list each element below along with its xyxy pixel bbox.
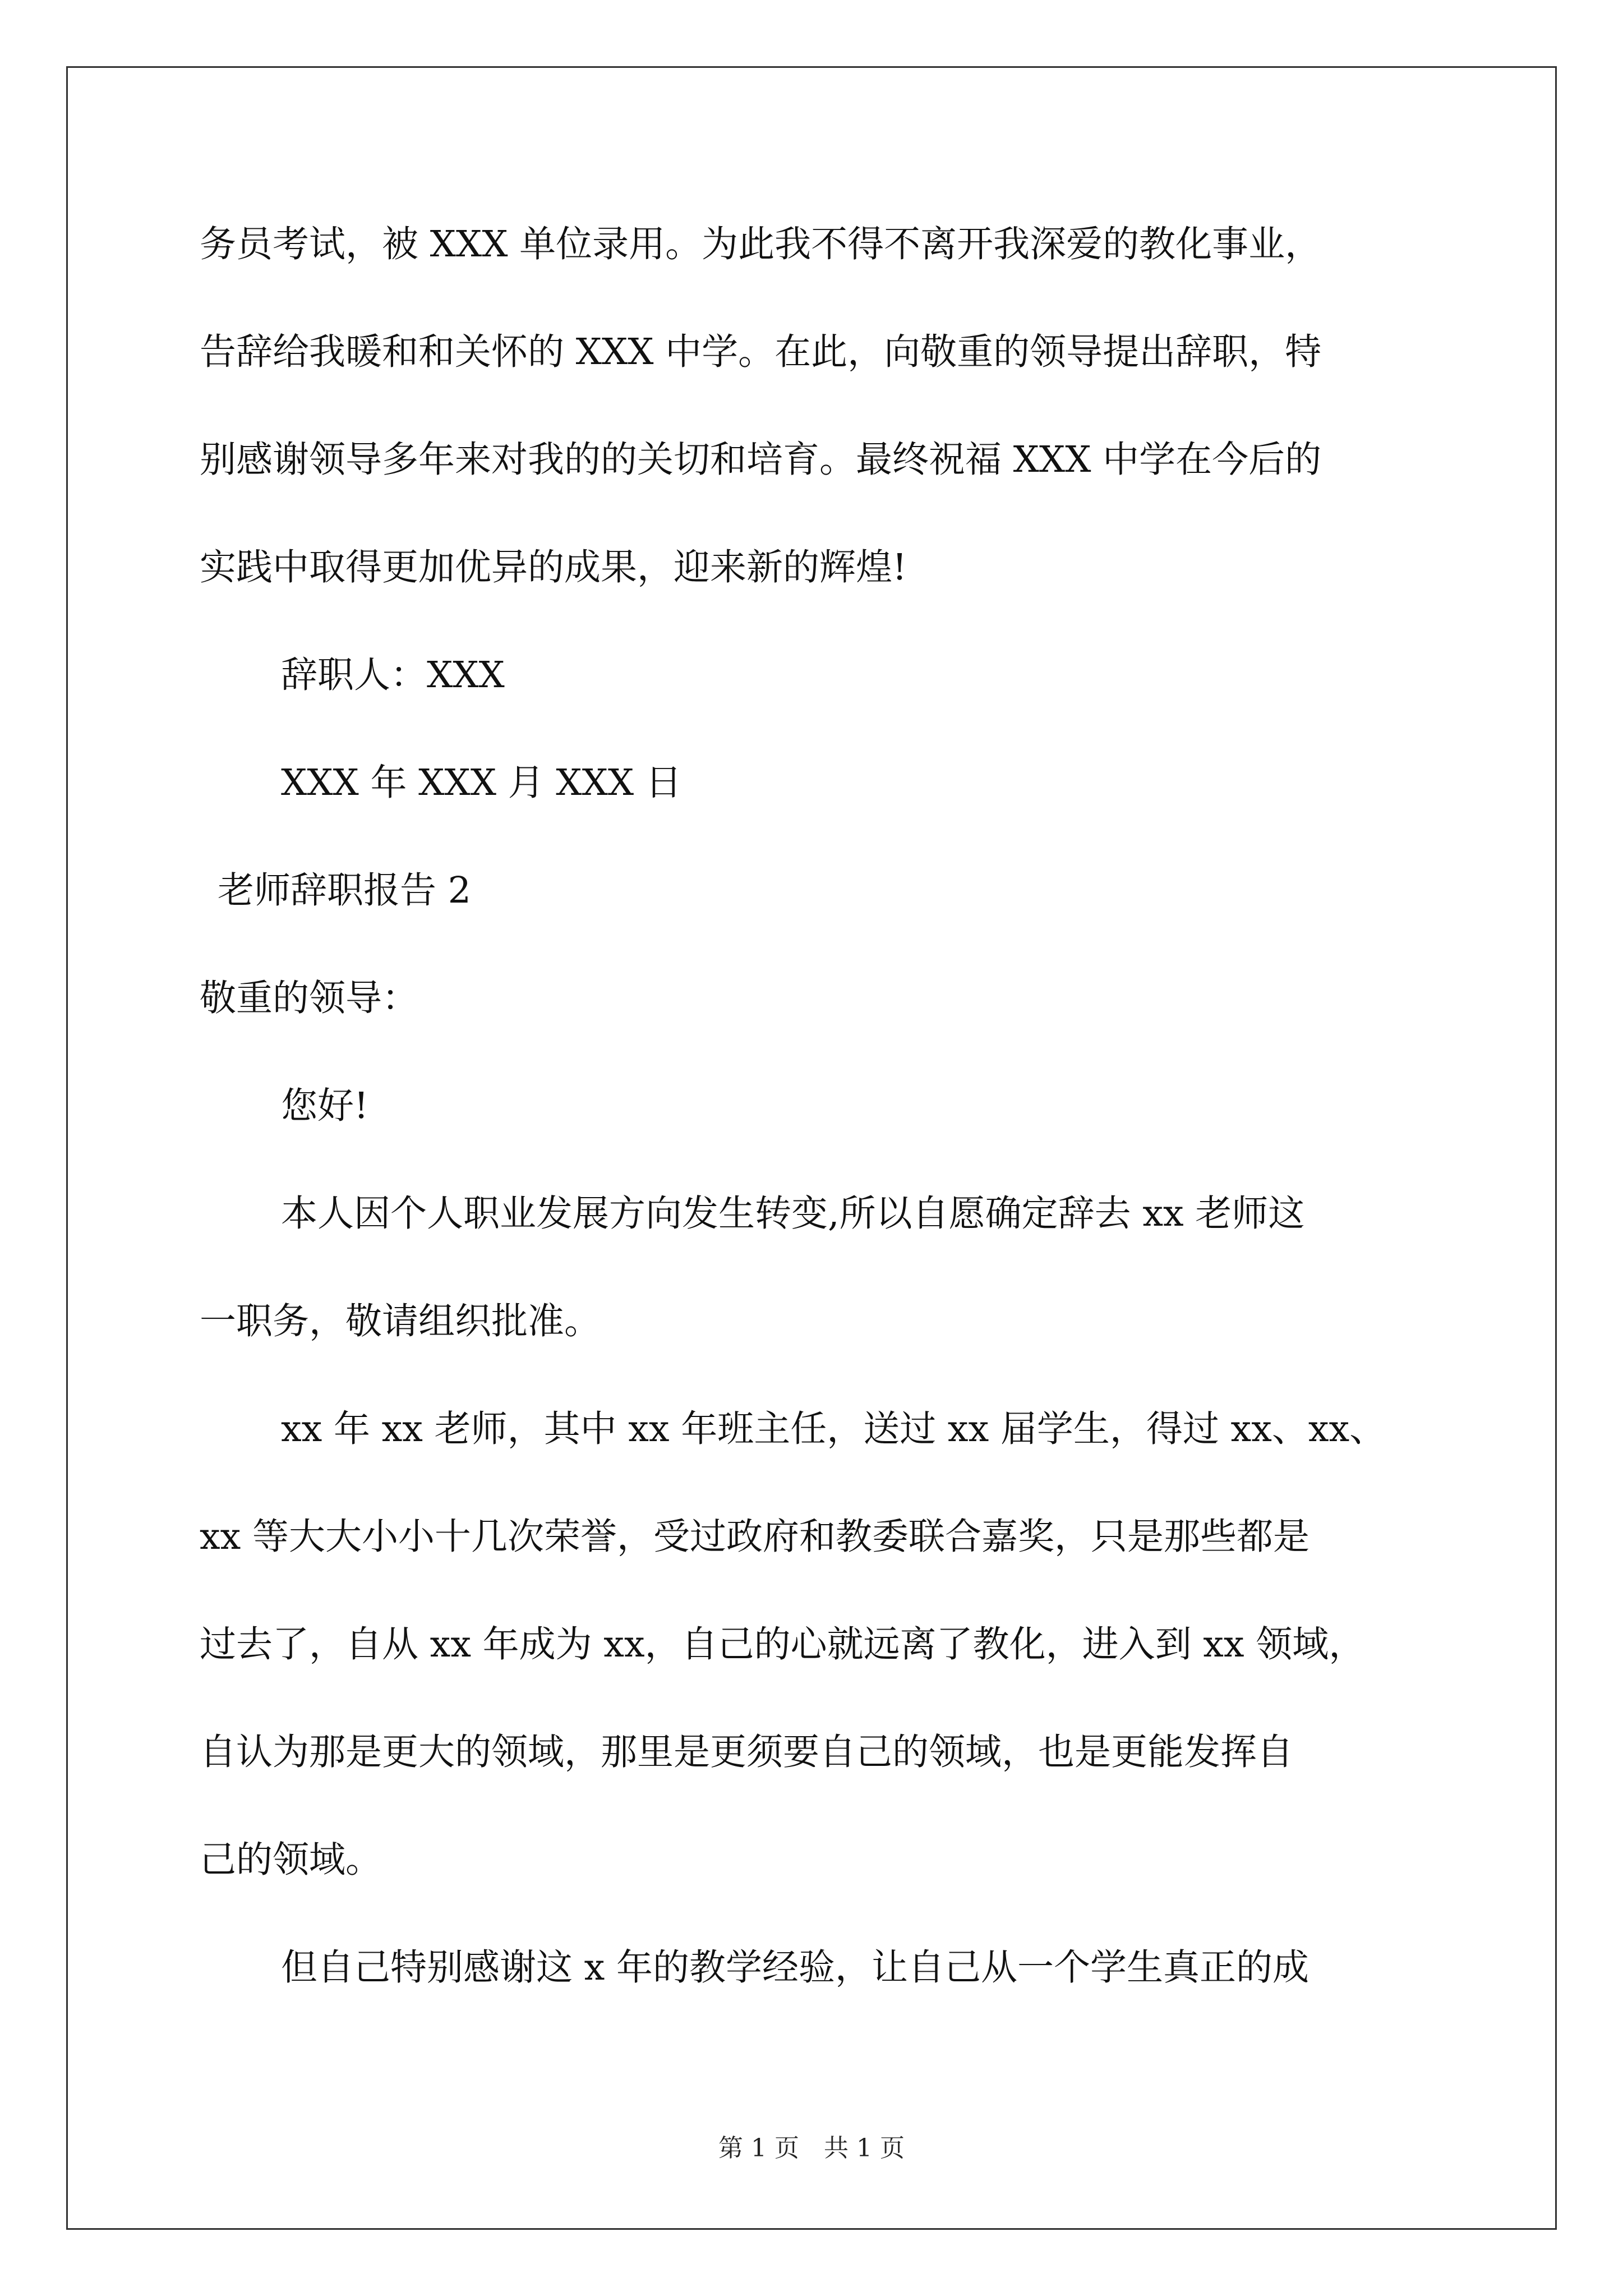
greeting: 您好! bbox=[281, 1085, 369, 1127]
text-line: 过去了，自从 xx 年成为 xx，自己的心就远离了教化，进入到 xx 领域， bbox=[200, 1623, 1366, 1665]
text-line: 己的领域。 bbox=[200, 1839, 382, 1881]
page-number: 第 1 页 共 1 页 bbox=[718, 2134, 905, 2162]
date-line: XXX 年 XXX 月 XXX 日 bbox=[281, 762, 682, 804]
signature-line: 辞职人：XXX bbox=[281, 654, 505, 696]
page-border bbox=[66, 66, 1557, 2230]
text-line: 自认为那是更大的领域，那里是更须要自己的领域，也是更能发挥自 bbox=[200, 1731, 1294, 1773]
text-line: 务员考试，被 XXX 单位录用。为此我不得不离开我深爱的教化事业， bbox=[200, 223, 1322, 265]
text-line: 别感谢领导多年来对我的的关切和培育。最终祝福 XXX 中学在今后的 bbox=[200, 439, 1322, 481]
text-line: 实践中取得更加优异的成果，迎来新的辉煌! bbox=[200, 546, 907, 588]
text-line: xx 年 xx 老师，其中 xx 年班主任，送过 xx 届学生，得过 xx、xx、 bbox=[281, 1408, 1386, 1450]
text-line: 一职务，敬请组织批准。 bbox=[200, 1300, 601, 1342]
text-line: xx 等大大小小十几次荣誉，受过政府和教委联合嘉奖，只是那些都是 bbox=[200, 1516, 1310, 1558]
text-line: 但自己特别感谢这 x 年的教学经验，让自己从一个学生真正的成 bbox=[281, 1947, 1309, 1989]
text-line: 本人因个人职业发展方向发生转变,所以自愿确定辞去 xx 老师这 bbox=[281, 1193, 1305, 1235]
salutation: 敬重的领导： bbox=[200, 977, 419, 1019]
section-title: 老师辞职报告 2 bbox=[218, 869, 472, 912]
text-line: 告辞给我暖和和关怀的 XXX 中学。在此，向敬重的领导提出辞职，特 bbox=[200, 331, 1322, 373]
